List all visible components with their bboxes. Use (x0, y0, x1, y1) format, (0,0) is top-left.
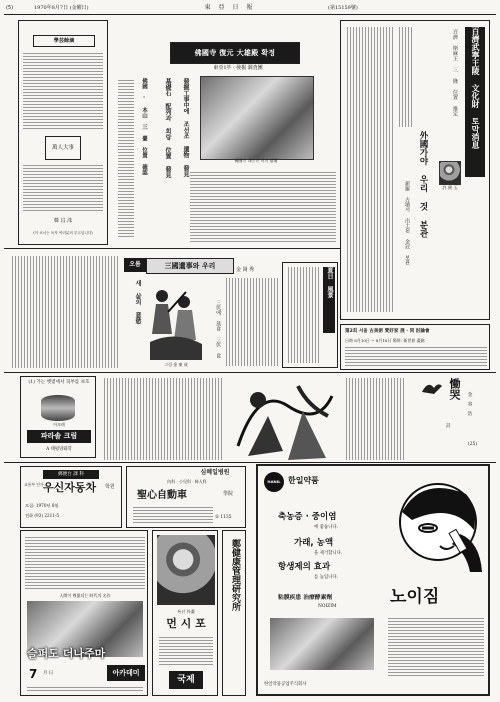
date-line: 1970年8月7日 (金曜日) (34, 5, 89, 11)
left-column-text-2 (23, 163, 103, 213)
ad-movie-2-portrait (157, 535, 215, 605)
right-feature-text-2 (397, 27, 413, 127)
serial-illustration (146, 282, 206, 360)
side-column-box (282, 262, 338, 368)
paper-name: 東 亞 日 報 (204, 4, 256, 11)
ad-bus-line3: 전화 (93) 2211-5 (25, 513, 60, 518)
ad-pharma-line1: 축농증 · 중이염 (278, 512, 337, 522)
side-column-title: 夏日 風景 (323, 267, 335, 333)
ad-cream-product: 파라솔 크림 (27, 430, 91, 443)
bird-icon (420, 378, 444, 398)
right-feature-text (345, 27, 395, 312)
ad-movie-1-month: 7 (29, 667, 38, 681)
ad-movie-1-footer (27, 685, 143, 693)
ad-movie-1-day-label: 月 日 (43, 671, 54, 676)
ad-movie-1-tagline: 人間이 尊重되는 時代의 名作 (59, 593, 111, 598)
left-column-subhead: 萬人大事 (45, 136, 81, 160)
pill-box-image (270, 618, 374, 670)
ad-driving-school (20, 466, 122, 528)
feature-vertical-box-1: 基礎石 配列과 회랑 位置 發見 (164, 78, 171, 178)
cream-jar-image (41, 395, 75, 421)
serial-badge: 오름 (124, 258, 146, 272)
ad-pharma-illustration (382, 472, 486, 582)
ad-pharma-line1b: 에 좋습니다. (314, 525, 338, 530)
left-column-note: (이 코너는 독자 여러분의 투고입니다) (33, 231, 93, 235)
notice-box (340, 324, 490, 370)
ad-movie-1 (20, 530, 148, 696)
feature-subhead: 東亞1부 · 發掘 調査團 (213, 65, 263, 71)
woman-face-drawing (382, 472, 486, 582)
left-column (18, 20, 108, 245)
ad-pharma-product-image (264, 614, 382, 676)
serial-text-right (224, 278, 280, 366)
ad-movie-2-text (159, 635, 213, 667)
ad-pharma-product-desc: 粘膜疾患 治療酵素劑 (278, 595, 333, 601)
page-number: (5) (6, 5, 14, 11)
ad-pharma-line3: 항생제의 효과 (278, 562, 331, 572)
ad-pharma-company: 한일약품 (288, 476, 319, 485)
ad-row-rule (4, 462, 496, 463)
right-feature-byline: 許 弼 玉 (442, 185, 458, 190)
ad-pharma-product-en: NOIZIM (318, 604, 337, 609)
feature-vertical-headline: 佛國 · 本山 三 臺 位置 確認 (141, 78, 147, 175)
ad-hospital-auto (126, 466, 246, 528)
poem-author: 金 容 浩 (467, 392, 472, 416)
ad-cream-note: 아모레 (53, 422, 65, 427)
ad-hospital-sub: 內科 · 小兒科 · 婦人科 (167, 479, 207, 484)
issue-number: (第15159號) (328, 5, 358, 11)
left-column-text-1 (23, 51, 103, 131)
notice-body (345, 345, 487, 367)
poem-title: 慟哭 (448, 378, 461, 400)
serial-side-vertical: 三伏에 蒸食 三伏 食 (215, 300, 221, 358)
left-column-author: 韓 昌 洙 (53, 218, 73, 224)
ad-movie-2 (152, 530, 218, 696)
ad-movie-1-theater: 아카데미 (107, 665, 145, 681)
right-feature-sub2: 新羅 古墳서 出土된 金冠 보관 (404, 181, 410, 265)
ad-auto-phone: ⑤ 1135 (215, 515, 232, 520)
right-feature-subtitle: 百濟 斯麻王 三 隆 位置 推定 (452, 29, 458, 117)
ad-health-institute (222, 530, 246, 696)
serial-title: 三國遺事와 우리 (146, 258, 234, 274)
ad-pharma-text (388, 616, 484, 676)
ad-cream-brand: A 태평양화학 (46, 447, 72, 452)
masthead-rule (4, 14, 496, 15)
ad-movie-2-tagline: 특선 外畫 (177, 609, 195, 614)
poem-number: (25) (468, 442, 478, 447)
poem-text (344, 378, 404, 460)
ad-pharma-footer: 한일약품공업주식회사 (264, 682, 307, 687)
ad-health-name: 鄭健康管理研究所 (230, 539, 240, 611)
ad-auto-suffix: 學院 (223, 491, 234, 497)
ad-bus-line1: 교통부 인가 (24, 482, 44, 487)
ad-hospital-name: 심혜일병원 (200, 469, 230, 476)
section-rule (4, 248, 340, 249)
ad-bus-name: 우신자동차 (43, 481, 97, 494)
ad-pharma-line3b: 를 높입니다. (314, 575, 338, 580)
people-illustration (146, 282, 206, 360)
side-column-text (286, 267, 320, 363)
feature-vertical-box-2: 發掘工事中에 조선조 遺物 發見 (182, 78, 189, 177)
ad-bus-line2: 모집: 1970년 8월 (25, 503, 59, 508)
feature-photo-caption: 佛國寺 대웅전 터의 基壇 (234, 158, 278, 163)
poem-illustration (228, 376, 340, 460)
left-column-title: 學芸餘滴 (33, 35, 95, 47)
ad-auto-text (133, 505, 213, 523)
poem-subtitle: 詩 (446, 424, 451, 429)
serial-vertical-title: 새 삶의 意慾 (134, 280, 141, 324)
ad-movie-2-title: 먼 시 포 (166, 617, 206, 630)
serial-text-left (10, 256, 120, 368)
ad-movie-2-theater: 국제 (169, 671, 203, 689)
ink-drawing (228, 376, 340, 460)
notice-title: 第2회 서울 古美術 愛好家 展 · 同 討論會 (345, 329, 430, 334)
ad-pharma-line2: 가래, 농액 (294, 538, 334, 548)
ad-pharma-line2b: 을 제거합니다. (314, 551, 343, 556)
feature-headline: 佛國寺 復元 大雄殿 확정 (170, 42, 300, 64)
notice-text: 日時 8月10日 ~ 8月16日 場所: 新世界 畫廊 (345, 338, 425, 343)
author-portrait (439, 161, 461, 185)
ad-bus-label: 郵便台 課 科 (43, 470, 99, 479)
feature-column-text-left (118, 78, 134, 238)
ad-pharma (256, 464, 490, 696)
feature-photo (200, 76, 314, 160)
serial-author: 金 岡 秀 (236, 267, 255, 273)
ad-section-rule (4, 372, 496, 373)
ad-movie-1-text (25, 535, 145, 591)
ad-movie-1-title: 슬퍼도 더나주마 (27, 647, 106, 660)
feature-text-body (190, 170, 336, 242)
right-feature-headline: 外國가야 우리 것 분관 (418, 131, 428, 238)
serial-art-caption: 그림 金 東 成 (164, 362, 188, 367)
right-feature (340, 20, 490, 320)
ad-pharma-logo: HANIL (264, 472, 284, 492)
right-feature-vertical-title: 百濟武寧王陵 文化財 토막消息 (465, 27, 485, 177)
ad-cream (20, 376, 96, 458)
ad-pharma-product: 노이짐 (390, 587, 440, 607)
ad-auto-name: 聖心自動車 (137, 490, 187, 501)
column-text-bottom (102, 378, 224, 460)
ad-bus-suffix: 학원 (105, 484, 115, 490)
ad-cream-top: (1) 가는 햇볕에서 피부를 보호 (28, 380, 90, 385)
